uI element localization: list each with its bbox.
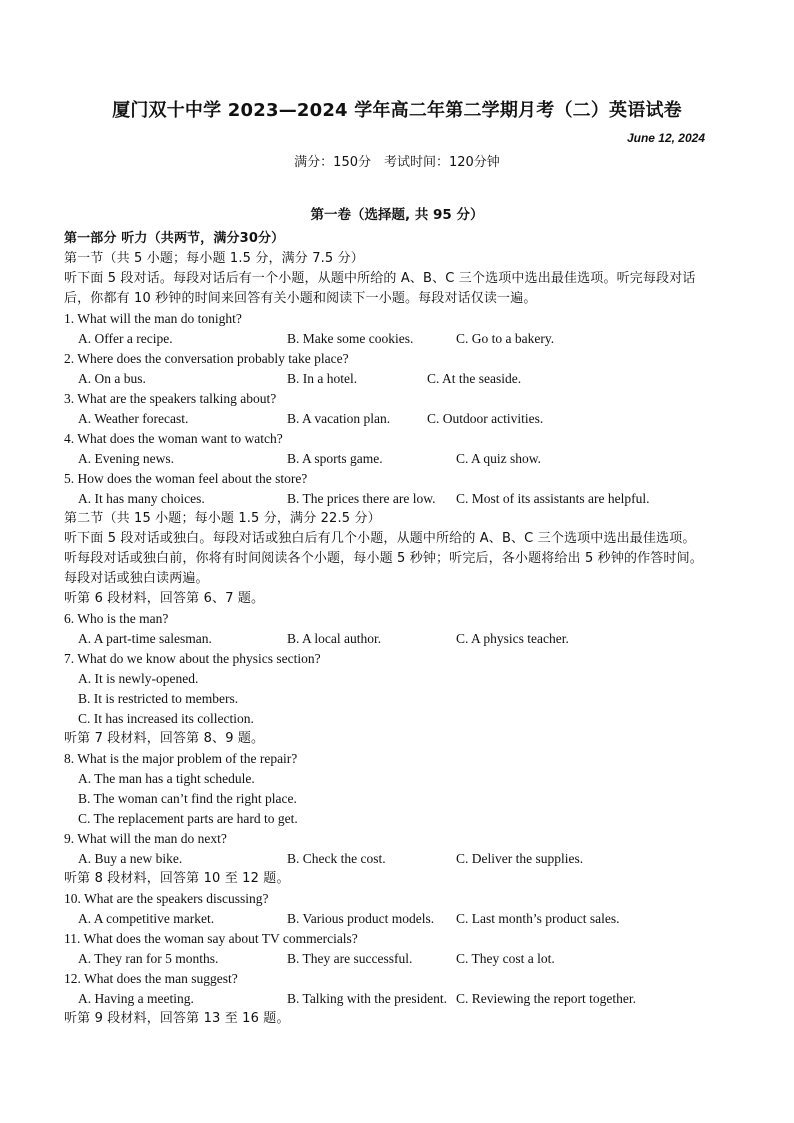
option-c: C. Go to a bakery. — [456, 331, 555, 346]
option-c: C. Outdoor activities. — [427, 411, 544, 426]
option-b: B. The prices there are low. — [287, 491, 436, 506]
option-a: A. It is newly-opened. — [78, 671, 199, 686]
option-row — [64, 629, 736, 649]
option-c: C. Reviewing the report together. — [456, 991, 636, 1006]
option-a: A. Offer a recipe. — [78, 331, 173, 346]
option-a: A. A competitive market. — [78, 911, 215, 926]
question-stem: 1. What will the man do tonight? — [64, 311, 242, 326]
question-stem: 5. How does the woman feel about the store? — [64, 471, 308, 486]
part1-title: 第一部分 听力（共两节，满分30分） — [64, 231, 285, 246]
option-c: C. Deliver the supplies. — [456, 851, 584, 866]
option-c: C. A quiz show. — [456, 451, 542, 466]
option-a: A. A part-time salesman. — [78, 631, 212, 646]
section1-heading: 第一节（共 5 小题；每小题 1.5 分，满分 7.5 分） — [64, 251, 364, 266]
section2-instruction: 听下面 5 段对话或独白。每段对话或独白后有几个小题，从题中所给的 A、B、C 三个选项中选出最佳选项。 — [64, 531, 696, 546]
option-row — [64, 329, 736, 349]
section2-instruction: 每段对话或独白读两遍。 — [64, 571, 209, 586]
option-c: C. The replacement parts are hard to get. — [78, 811, 298, 826]
question-stem: 3. What are the speakers talking about? — [64, 391, 277, 406]
option-c: C. They cost a lot. — [456, 951, 555, 966]
section2-instruction: 听每段对话或独白前，你将有时间阅读各个小题，每小题 5 秒钟；听完后，各小题将给出 5 秒钟的作答时间。 — [64, 551, 703, 566]
option-a: A. Weather forecast. — [78, 411, 189, 426]
option-c: C. It has increased its collection. — [78, 711, 254, 726]
section2-heading: 第二节（共 15 小题；每小题 1.5 分，满分 22.5 分） — [64, 511, 381, 526]
option-a: A. It has many choices. — [78, 491, 205, 506]
option-row — [64, 369, 736, 389]
question-stem: 9. What will the man do next? — [64, 831, 227, 846]
option-c: C. Last month’s product sales. — [456, 911, 620, 926]
volume-title: 第一卷（选择题, 共 95 分） — [310, 207, 484, 223]
material-note: 听第 9 段材料，回答第 13 至 16 题。 — [64, 1011, 290, 1026]
option-row — [64, 909, 736, 929]
option-a: A. Having a meeting. — [78, 991, 194, 1006]
option-b: B. In a hotel. — [287, 371, 358, 386]
option-row — [64, 409, 736, 429]
option-row — [64, 949, 736, 969]
option-c: C. At the seaside. — [427, 371, 522, 386]
question-stem: 2. Where does the conversation probably take place? — [64, 351, 349, 366]
option-b: B. It is restricted to members. — [78, 691, 239, 706]
option-c: C. A physics teacher. — [456, 631, 569, 646]
question-stem: 10. What are the speakers discussing? — [64, 891, 269, 906]
question-stem: 7. What do we know about the physics section? — [64, 651, 321, 666]
option-b: B. Check the cost. — [287, 851, 386, 866]
option-b: B. A vacation plan. — [287, 411, 391, 426]
exam-title: 厦门双十中学 2023—2024 学年高二年第二学期月考（二）英语试卷 — [112, 100, 682, 121]
question-stem: 11. What does the woman say about TV commercials? — [64, 931, 358, 946]
section1-instruction: 后，你都有 10 秒钟的时间来回答有关小题和阅读下一小题。每段对话仅读一遍。 — [64, 291, 537, 306]
option-c: C. Most of its assistants are helpful. — [456, 491, 650, 506]
material-note: 听第 7 段材料，回答第 8、9 题。 — [64, 731, 265, 746]
option-a: A. On a bus. — [78, 371, 146, 386]
option-b: B. Various product models. — [287, 911, 435, 926]
option-a: A. Buy a new bike. — [78, 851, 183, 866]
score-and-time: 满分：150分 考试时间：120分钟 — [294, 155, 500, 170]
material-note: 听第 6 段材料，回答第 6、7 题。 — [64, 591, 265, 606]
exam-date: June 12, 2024 — [626, 131, 705, 145]
option-a: A. Evening news. — [78, 451, 174, 466]
option-b: B. They are successful. — [287, 951, 413, 966]
option-a: A. The man has a tight schedule. — [78, 771, 255, 786]
option-b: B. A sports game. — [287, 451, 383, 466]
option-a: A. They ran for 5 months. — [78, 951, 219, 966]
option-b: B. A local author. — [287, 631, 382, 646]
option-b: B. Make some cookies. — [287, 331, 414, 346]
question-stem: 4. What does the woman want to watch? — [64, 431, 283, 446]
option-row — [64, 989, 736, 1009]
option-row — [64, 849, 736, 869]
exam-body — [64, 229, 736, 1029]
question-stem: 8. What is the major problem of the repair? — [64, 751, 298, 766]
section1-instruction: 听下面 5 段对话。每段对话后有一个小题，从题中所给的 A、B、C 三个选项中选出最佳选项。听完每段对话 — [64, 271, 696, 286]
material-note: 听第 8 段材料，回答第 10 至 12 题。 — [64, 871, 290, 886]
question-stem: 12. What does the man suggest? — [64, 971, 238, 986]
question-stem: 6. Who is the man? — [64, 611, 169, 626]
option-b: B. Talking with the president. — [287, 991, 448, 1006]
option-row — [64, 449, 736, 469]
option-row — [64, 489, 736, 509]
option-b: B. The woman can’t find the right place. — [78, 791, 297, 806]
